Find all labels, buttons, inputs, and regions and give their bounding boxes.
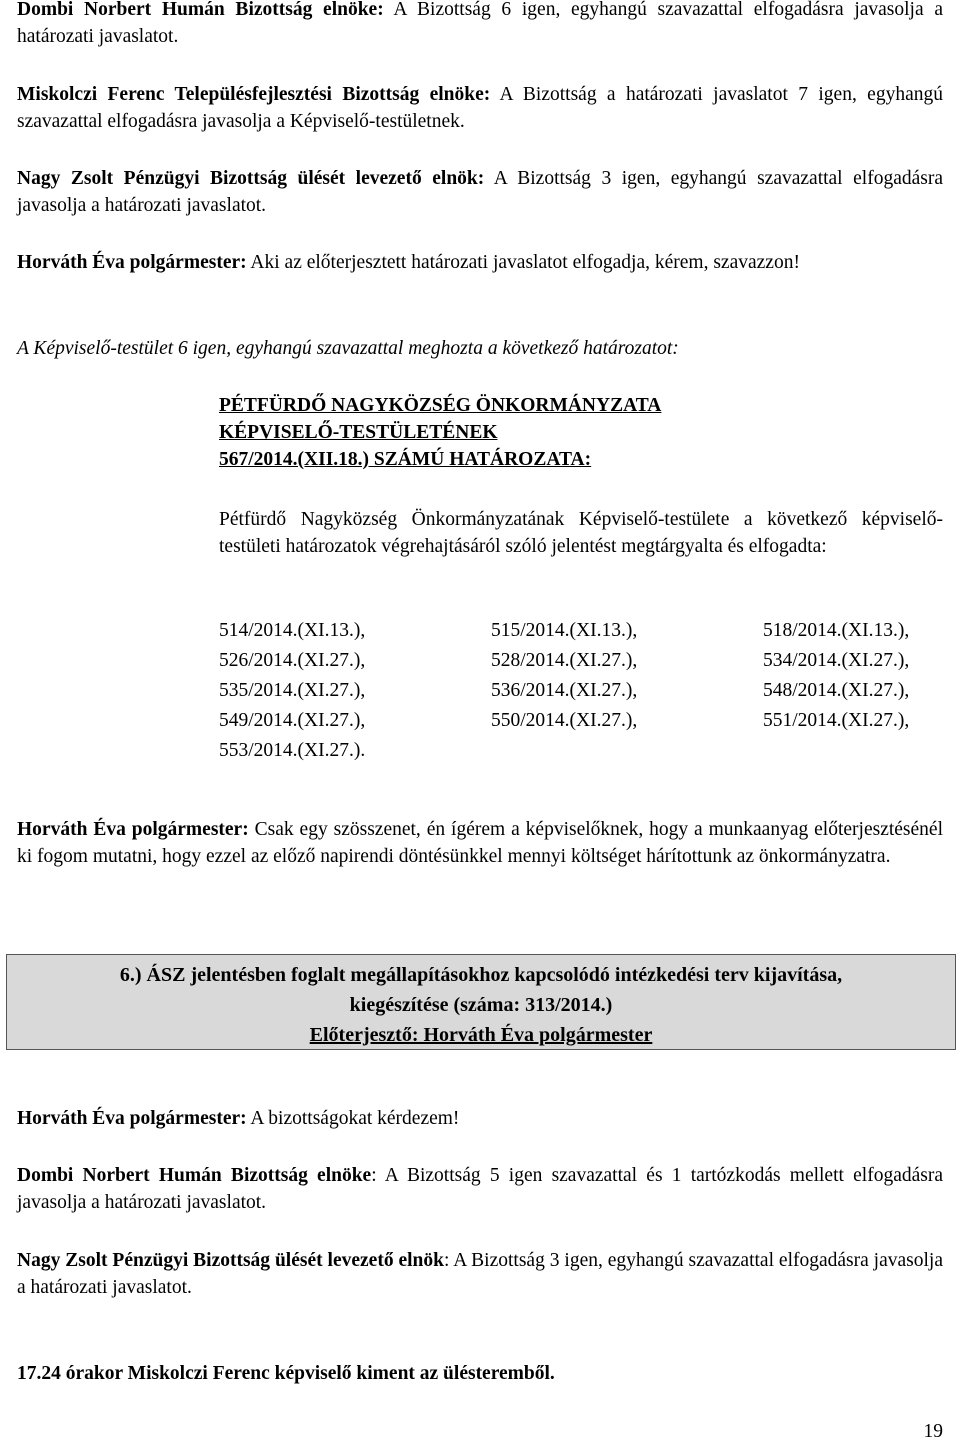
resolution-number: 553/2014.(XI.27.). xyxy=(219,740,366,761)
statement: : A Bizottság 5 igen szavazattal és 1 tartózkodás mellett elfogadásra javasolja a határozati javaslatot. xyxy=(17,1165,943,1213)
resolution-number: 550/2014.(XI.27.), xyxy=(491,710,638,731)
resolution-heading-line1: PÉTFÜRDŐ NAGYKÖZSÉG ÖNKORMÁNYZATA xyxy=(219,395,662,416)
speaker: Dombi Norbert Humán Bizottság elnöke: xyxy=(17,0,384,20)
paragraph-településfejlesztési-bizottság xyxy=(17,82,943,135)
resolution-number: 535/2014.(XI.27.), xyxy=(219,680,366,701)
paragraph-polgármester xyxy=(17,250,943,277)
speaker: Nagy Zsolt Pénzügyi Bizottság ülését levezető elnök xyxy=(17,1250,444,1271)
resolution-number: 526/2014.(XI.27.), xyxy=(219,650,366,671)
resolution-number: 515/2014.(XI.13.), xyxy=(491,620,638,641)
paragraph-departure-note: 17.24 órakor Miskolczi Ferenc képviselő kiment az ülésteremből. xyxy=(17,1363,555,1384)
speaker: Dombi Norbert Humán Bizottság elnöke xyxy=(17,1165,372,1186)
paragraph-vote-result: A Képviselő-testület 6 igen, egyhangú szavazattal meghozta a következő határozatot: xyxy=(17,338,679,359)
paragraph-humán-bizottság-2 xyxy=(17,1163,943,1216)
paragraph-pénzügyi-bizottság-2 xyxy=(17,1248,943,1301)
paragraph-humán-bizottság xyxy=(17,0,943,50)
agenda-item-presenter: Előterjesztő: Horváth Éva polgármester xyxy=(309,1024,653,1046)
resolution-number: 528/2014.(XI.27.), xyxy=(491,650,638,671)
resolution-number: 518/2014.(XI.13.), xyxy=(763,620,910,641)
agenda-item-title-line2: kiegészítése (száma: 313/2014.) xyxy=(349,994,613,1016)
speaker: Nagy Zsolt Pénzügyi Bizottság ülését levezető elnök: xyxy=(17,168,485,189)
resolution-heading xyxy=(219,392,919,473)
speaker: Horváth Éva polgármester: xyxy=(17,1108,247,1129)
resolution-number-list xyxy=(219,617,959,764)
resolution-number: 536/2014.(XI.27.), xyxy=(491,680,638,701)
speaker: Miskolczi Ferenc Településfejlesztési Bizottság elnöke: xyxy=(17,84,491,105)
agenda-item-box xyxy=(6,954,956,1050)
resolution-number: 514/2014.(XI.13.), xyxy=(219,620,366,641)
resolution-body: Pétfürdő Nagyközség Önkormányzatának Képviselő-testülete a következő képviselő-testületi határozatok végrehajtásáról szóló jelentést megtárgyalta és elfogadta: xyxy=(219,509,943,557)
agenda-item-title-line1: 6.) ÁSZ jelentésben foglalt megállapításokhoz kapcsolódó intézkedési terv kijavítása, xyxy=(119,964,843,986)
statement: A Bizottság a határozati javaslatot 7 igen, egyhangú szavazattal elfogadásra javasolja a Képviselő-testületnek. xyxy=(17,84,943,132)
resolution-heading-line3: 567/2014.(XII.18.) SZÁMÚ HATÁROZATA: xyxy=(219,449,592,470)
statement: A bizottságokat kérdezem! xyxy=(246,1108,460,1129)
statement: : A Bizottság 3 igen, egyhangú szavazattal elfogadásra javasolja a határozati javaslatot. xyxy=(17,1250,943,1298)
resolution-number: 549/2014.(XI.27.), xyxy=(219,710,366,731)
page-number: 19 xyxy=(923,1421,943,1442)
statement: Aki az előterjesztett határozati javaslatot elfogadja, kérem, szavazzon! xyxy=(246,252,800,273)
speaker: Horváth Éva polgármester: xyxy=(17,252,247,273)
paragraph-polgármester-comment xyxy=(17,817,943,870)
statement: Csak egy szösszenet, én ígérem a képviselőknek, hogy a munkaanyag előterjesztésénél ki fogom mutatni, hogy ezzel az előző napirendi döntésünkkel mennyi költséget hárítottunk az önkormányzatra. xyxy=(17,819,943,867)
speaker: Horváth Éva polgármester: xyxy=(17,819,249,840)
resolution-number: 551/2014.(XI.27.), xyxy=(763,710,910,731)
statement: A Bizottság 6 igen, egyhangú szavazattal elfogadásra javasolja a határozati javaslatot. xyxy=(17,0,943,47)
resolution-heading-line2: KÉPVISELŐ-TESTÜLETÉNEK xyxy=(219,422,498,443)
resolution-number: 548/2014.(XI.27.), xyxy=(763,680,910,701)
resolution-number: 534/2014.(XI.27.), xyxy=(763,650,910,671)
paragraph-pénzügyi-bizottság xyxy=(17,166,943,219)
statement: A Bizottság 3 igen, egyhangú szavazattal elfogadásra javasolja a határozati javaslatot. xyxy=(17,168,944,216)
paragraph-polgármester-question xyxy=(17,1106,943,1133)
